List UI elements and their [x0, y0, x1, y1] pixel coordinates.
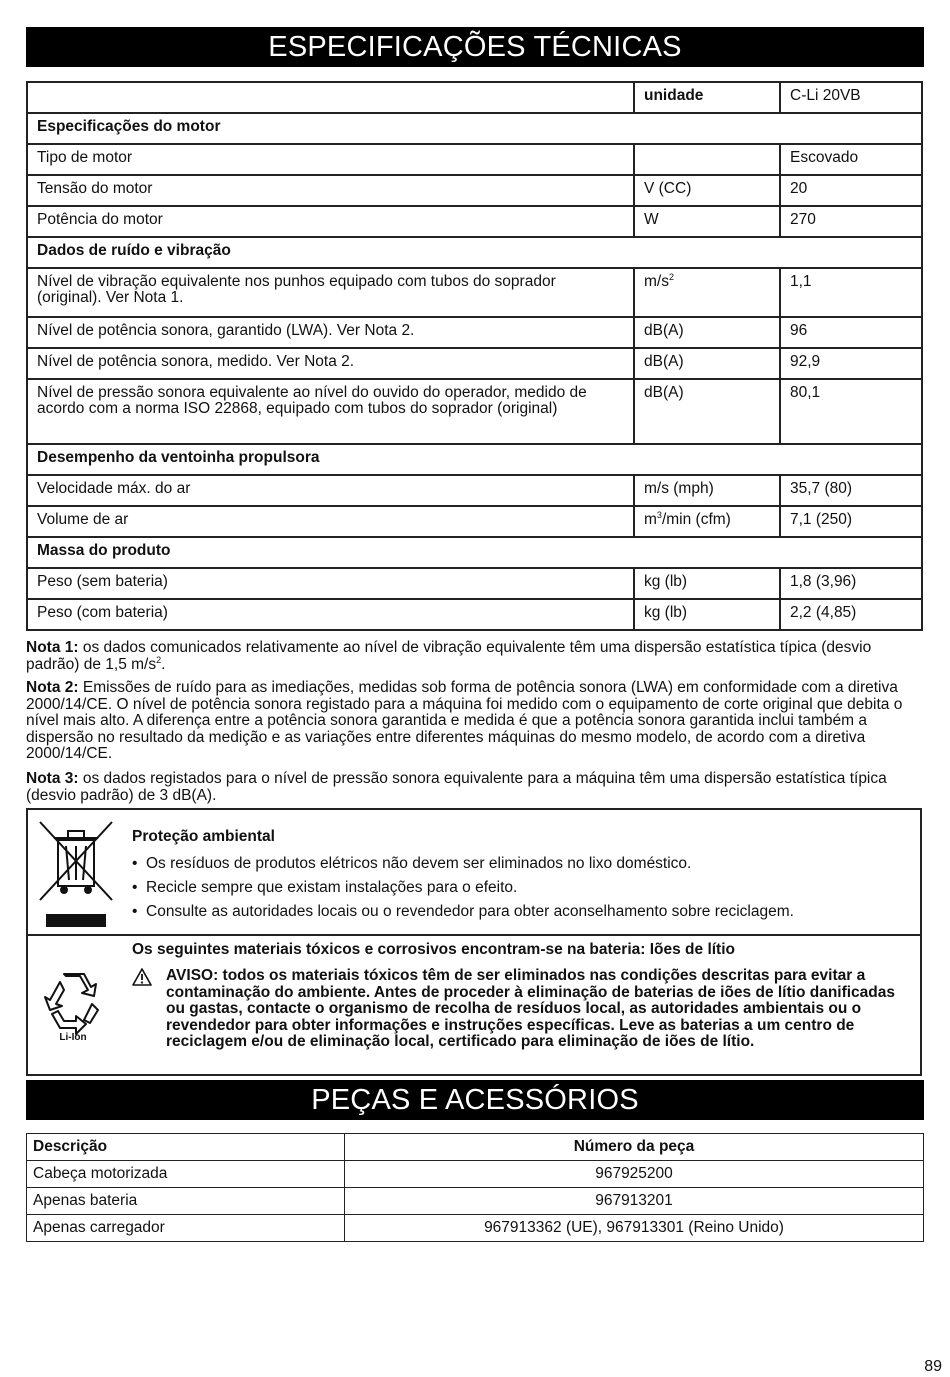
- spec-unit: kg (lb): [634, 568, 780, 599]
- spec-header-row: [27, 82, 922, 113]
- spec-unit: dB(A): [634, 317, 780, 348]
- spec-unit: [634, 144, 780, 175]
- environment-title: Proteção ambiental: [132, 828, 275, 845]
- spec-unit: W: [634, 206, 780, 237]
- spec-table: [26, 81, 923, 631]
- spec-label: Nível de potência sonora, garantido (LWA). Ver Nota 2.: [27, 317, 634, 348]
- spec-unit: [634, 506, 780, 537]
- spec-row: [27, 268, 922, 317]
- spec-header-model: C-Li 20VB: [780, 82, 922, 113]
- unit-superscript: 2: [668, 271, 674, 282]
- note-3-label: Nota 3:: [26, 770, 79, 787]
- note-1-end: .: [161, 655, 166, 673]
- spec-value: 7,1 (250): [780, 506, 922, 537]
- parts-heading: PEÇAS E ACESSÓRIOS: [26, 1080, 924, 1120]
- section-label: Massa do produto: [27, 537, 922, 568]
- spec-unit: dB(A): [634, 379, 780, 444]
- bullet-item: • Recicle sempre que existam instalações para o efeito.: [132, 876, 794, 900]
- spec-label: Peso (com bateria): [27, 599, 634, 630]
- spec-value: Escovado: [780, 144, 922, 175]
- spec-section-row: [27, 237, 922, 268]
- parts-row: [27, 1161, 924, 1188]
- spec-value: 2,2 (4,85): [780, 599, 922, 630]
- spec-label: Nível de potência sonora, medido. Ver Nota 2.: [27, 348, 634, 379]
- note-3-text: os dados registados para o nível de pressão sonora equivalente para a máquina têm uma dispersão estatística típica (desvio padrão) de 3 dB(A).: [26, 770, 887, 804]
- spec-label: Velocidade máx. do ar: [27, 475, 634, 506]
- note-1-superscript: 2: [156, 654, 162, 665]
- spec-row: [27, 379, 922, 444]
- part-description: Apenas carregador: [27, 1215, 345, 1242]
- part-number: 967925200: [345, 1161, 924, 1188]
- section-label: Desempenho da ventoinha propulsora: [27, 444, 922, 475]
- parts-header-row: [27, 1134, 924, 1161]
- spec-row: [27, 348, 922, 379]
- specs-heading: ESPECIFICAÇÕES TÉCNICAS: [26, 27, 924, 67]
- spec-value: 270: [780, 206, 922, 237]
- warning-triangle-icon: [132, 968, 152, 986]
- spec-unit: m/s (mph): [634, 475, 780, 506]
- spec-section-row: [27, 537, 922, 568]
- spec-label: Volume de ar: [27, 506, 634, 537]
- spec-label: Nível de vibração equivalente nos punhos equipado com tubos do soprador (original). Ver Nota 1.: [27, 268, 634, 317]
- spec-section-row: [27, 113, 922, 144]
- spec-value: 1,1: [780, 268, 922, 317]
- spec-label: Nível de pressão sonora equivalente ao nível do ouvido do operador, medido de acordo com a norma ISO 22868, equipado com tubos do soprador (original): [27, 379, 634, 444]
- spec-value: 80,1: [780, 379, 922, 444]
- spec-row: [27, 175, 922, 206]
- part-number: 967913201: [345, 1188, 924, 1215]
- spec-unit: [634, 268, 780, 317]
- environment-bullets: [132, 852, 794, 924]
- unit-base: m: [644, 511, 657, 528]
- warning-text: AVISO: todos os materiais tóxicos têm de ser eliminados nas condições descritas para evitar a contaminação do ambiente. Antes de proceder à eliminação de baterias de iões de lítio danificadas ou gastas, contacte o organismo de recolha de resíduos local, as autoridades ambientais ou o revendedor para obter informações e instruções específicas. Leve as baterias a um centro de reciclagem e/ou de eliminação local, certificado para eliminação de iões de lítio.: [166, 967, 896, 1050]
- spec-value: 92,9: [780, 348, 922, 379]
- note-1: [26, 640, 916, 673]
- spec-label: Tipo de motor: [27, 144, 634, 175]
- note-3: [26, 771, 916, 804]
- spec-row: [27, 599, 922, 630]
- part-description: Cabeça motorizada: [27, 1161, 345, 1188]
- note-1-text: os dados comunicados relativamente ao nível de vibração equivalente têm uma dispersão estatística típica (desvio padrão) de 1,5 m/s: [26, 639, 872, 673]
- parts-header-description: Descrição: [27, 1134, 345, 1161]
- spec-row: [27, 206, 922, 237]
- spec-row: [27, 475, 922, 506]
- section-label: Especificações do motor: [27, 113, 922, 144]
- parts-table: [26, 1133, 924, 1242]
- spec-unit: V (CC): [634, 175, 780, 206]
- note-2-text: Emissões de ruído para as imediações, medidas sob forma de potência sonora (LWA) em conformidade com a diretiva 2000/14/CE. O nível de potência sonora registado para a máquina foi medido com o equipamento de corte original que debita o nível mais alto. A diferença entre a potência sonora garantida e medida é que a potência sonora garantida inclui também a dispersão no resultado da medição e as variações entre diferentes máquinas do mesmo modelo, de acordo com a diretiva 2000/14/CE.: [26, 679, 903, 762]
- note-2: [26, 680, 916, 763]
- spec-label: Tensão do motor: [27, 175, 634, 206]
- parts-row: [27, 1215, 924, 1242]
- battery-materials-title: Os seguintes materiais tóxicos e corrosivos encontram-se na bateria: Iões de lítio: [132, 941, 735, 958]
- parts-header-number: Número da peça: [345, 1134, 924, 1161]
- spec-row: [27, 317, 922, 348]
- unit-tail: /min (cfm): [661, 511, 731, 528]
- battery-warning: [132, 968, 912, 1051]
- unit-base: m/s: [644, 273, 669, 290]
- spec-value: 1,8 (3,96): [780, 568, 922, 599]
- li-ion-label: Li-Ion: [59, 1032, 87, 1042]
- unit-superscript: 3: [656, 509, 662, 520]
- crossed-out-bin-icon: [36, 818, 116, 928]
- spec-section-row: [27, 444, 922, 475]
- spec-row: [27, 506, 922, 537]
- environment-box: [26, 808, 922, 1076]
- bullet-item: • Os resíduos de produtos elétricos não devem ser eliminados no lixo doméstico.: [132, 852, 794, 876]
- spec-row: [27, 144, 922, 175]
- li-ion-recycle-icon: [42, 970, 104, 1042]
- note-2-label: Nota 2:: [26, 679, 79, 696]
- spec-value: 96: [780, 317, 922, 348]
- environment-divider: [28, 934, 920, 936]
- parts-row: [27, 1188, 924, 1215]
- spec-unit: dB(A): [634, 348, 780, 379]
- part-description: Apenas bateria: [27, 1188, 345, 1215]
- spec-label: Peso (sem bateria): [27, 568, 634, 599]
- page-number: 89: [924, 1358, 942, 1375]
- note-1-label: Nota 1:: [26, 639, 79, 656]
- spec-header-unit: unidade: [634, 82, 780, 113]
- section-label: Dados de ruído e vibração: [27, 237, 922, 268]
- spec-row: [27, 568, 922, 599]
- part-number: 967913362 (UE), 967913301 (Reino Unido): [345, 1215, 924, 1242]
- spec-value: 35,7 (80): [780, 475, 922, 506]
- spec-label: Potência do motor: [27, 206, 634, 237]
- bullet-item: • Consulte as autoridades locais ou o revendedor para obter aconselhamento sobre reciclagem.: [132, 900, 794, 924]
- spec-unit: kg (lb): [634, 599, 780, 630]
- spec-header-blank: [27, 82, 634, 113]
- spec-value: 20: [780, 175, 922, 206]
